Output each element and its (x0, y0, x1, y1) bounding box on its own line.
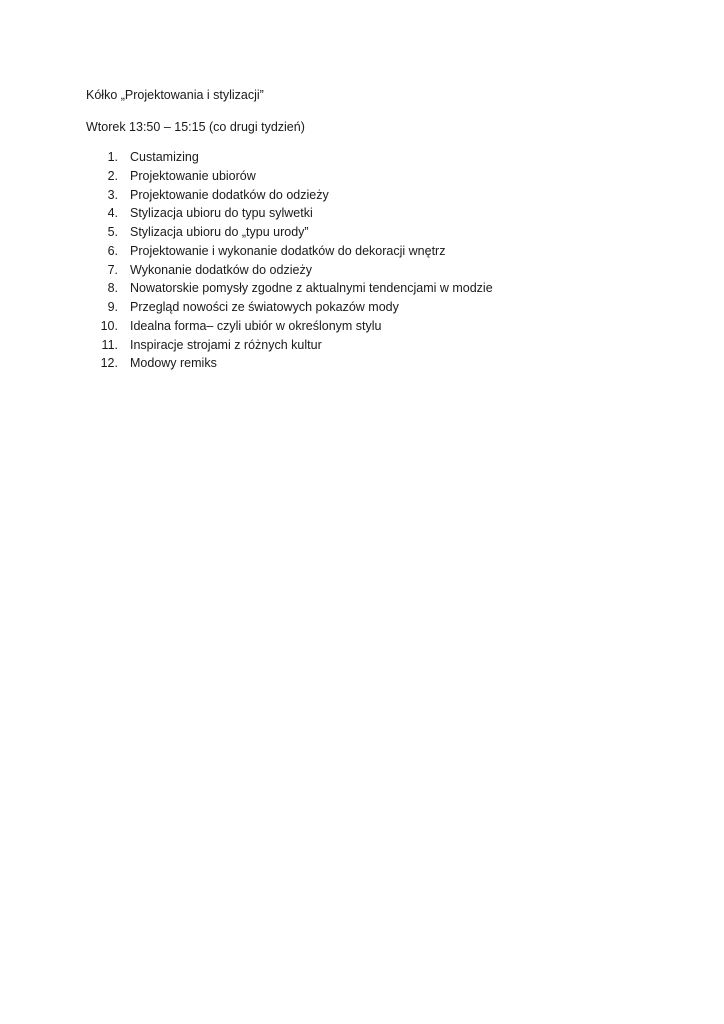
list-item-number: 10. (100, 318, 118, 333)
list-item-number: 5. (107, 225, 118, 239)
list-item-text: Stylizacja ubioru do „typu urody” (130, 225, 309, 239)
list-item-text: Stylizacja ubioru do typu sylwetki (130, 206, 313, 221)
list-item-text: Custamizing (130, 150, 199, 164)
list-item-number: 6. (107, 243, 118, 258)
list-item-text: Projektowanie i wykonanie dodatków do dekoracji wnętrz (130, 243, 446, 258)
list-item-number: 2. (107, 168, 118, 183)
list-item-text: Inspiracje strojami z różnych kultur (130, 337, 322, 352)
document-title: Kółko „Projektowania i stylizacji” (86, 88, 264, 102)
list-item-number: 9. (107, 300, 118, 314)
list-item-number: 12. (100, 356, 118, 371)
list-item-number: 3. (107, 187, 118, 202)
list-item-number: 11. (101, 337, 118, 352)
list-item-number: 4. (107, 206, 118, 221)
list-item-text: Projektowanie ubiorów (130, 168, 256, 183)
schedule-line: Wtorek 13:50 – 15:15 (co drugi tydzień) (86, 120, 305, 134)
list-item-text: Wykonanie dodatków do odzieży (130, 262, 312, 277)
list-item-text: Modowy remiks (130, 356, 217, 371)
list-item-text: Idealna forma– czyli ubiór w określonym stylu (130, 318, 382, 333)
list-item-text: Nowatorskie pomysły zgodne z aktualnymi tendencjami w modzie (130, 281, 493, 296)
list-item-number: 7. (107, 262, 118, 277)
list-item-number: 1. (107, 150, 118, 164)
list-item-text: Przegląd nowości ze światowych pokazów mody (130, 300, 399, 314)
list-item-text: Projektowanie dodatków do odzieży (130, 187, 329, 202)
list-item-number: 8. (107, 281, 118, 296)
